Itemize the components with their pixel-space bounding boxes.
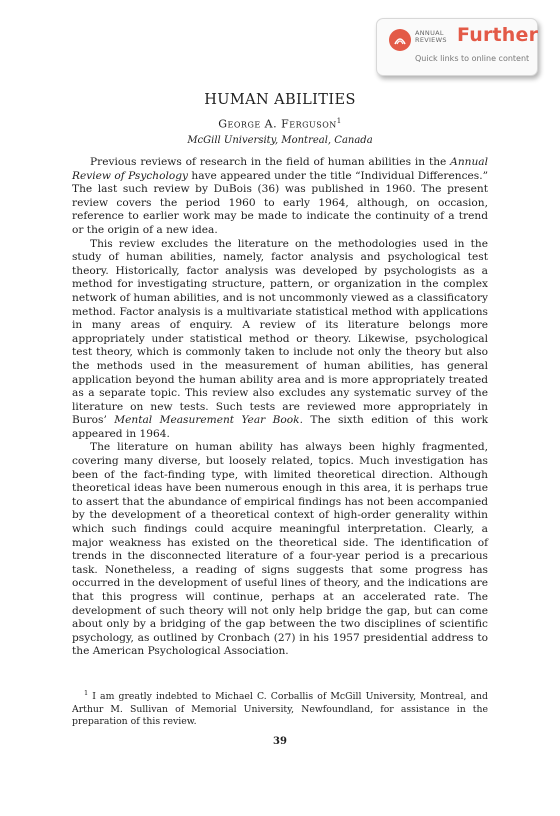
paragraph-1 [72,156,488,238]
author-name [0,117,560,131]
brand-line-reviews: REVIEWS [415,36,447,44]
book-title-mental-measurement: Mental Measurement Year Book [114,414,300,427]
journal-title-annual-review: Annual Review of Psychology [72,156,488,182]
page-number: 39 [273,736,287,747]
article-body [72,156,488,659]
article-title: HUMAN ABILITIES [204,92,356,108]
paragraph-3: The literature on human ability has always been highly fragmented, covering many diverse, but loosely related, topics. Much investigation has been of the fact-finding type, with limited theoretical direction. Although theoretical ideas have been numerous enough in this area, it is perhaps true to assert that the abundance of empirical findings has not been accompanied by the development of a theoretical context of high-order generality within which such findings could acquire meaningful interpretation. Clearly, a major weakness has existed on the theoretical side. The identification of trends in the disconnected literature of a four-year period is a precarious task. Nonetheless, a reading of signs suggests that some progress has occurred in the development of useful lines of theory, and the indications are that this progress will continue, perhaps at an accelerated rate. The development of such theory will not only help bridge the gap, but can come about only by a bridging of the gap between the two disciplines of scientific psychology, as outlined by Cronbach (27) in his 1957 presidential address to the American Psychological Association. [72,441,488,658]
footnote-mark: 1 [84,689,89,697]
quick-links-label: Quick links to online content [415,54,530,63]
paragraph-1-text-b: have appeared under the title “Individual Differences.” The last such review by DuBois (36) was published in 1960. The present review covers the period 1960 to early 1964, although, on occasion, reference to earlier work may be made to indicate the continuity of a trend or the origin of a new idea. [72,169,488,236]
footnote [72,687,488,729]
paragraph-2 [72,238,488,442]
paragraph-1-text-a: Previous reviews of research in the field of human abilities in the [90,156,451,168]
author-name-text: George A. Ferguson [218,117,337,131]
annual-reviews-further-badge[interactable] [376,18,538,76]
further-label: Further [457,24,539,46]
annual-reviews-logo-icon [389,29,411,51]
brand-line-annual: ANNUAL [415,29,444,37]
author-affiliation: McGill University, Montreal, Canada [187,135,373,146]
paragraph-2-text-a: This review excludes the literature on the methodologies used in the study of human abilities, namely, factor analysis and psychological test theory. Historically, factor analysis was developed by psychologists as a method for investigating structure, pattern, or organization in the complex network of human abilities, and is not uncommonly viewed as a classificatory method. Factor analysis is a multivariate statistical method with applications in many areas of enquiry. A review of its literature belongs more appropriately under statistical method or theory. Likewise, psychological test theory, which is commonly taken to include not only the theory but also the methods used in the measurement of human abilities, has general application beyond the human ability area and is more appropriately treated as a separate topic. This review also excludes any systematic survey of the literature on new tests. Such tests are reviewed more appropriately in Buros’ [72,237,488,427]
footnote-text: I am greatly indebted to Michael C. Corballis of McGill University, Montreal, and Arthur M. Sullivan of Memorial University, Newfoundland, for assistance in the preparation of this review. [72,691,488,728]
brand-text [415,30,447,44]
author-footnote-mark: 1 [336,117,342,125]
paragraph-2-text-b: . The sixth edition of this work appeared in 1964. [72,414,488,440]
